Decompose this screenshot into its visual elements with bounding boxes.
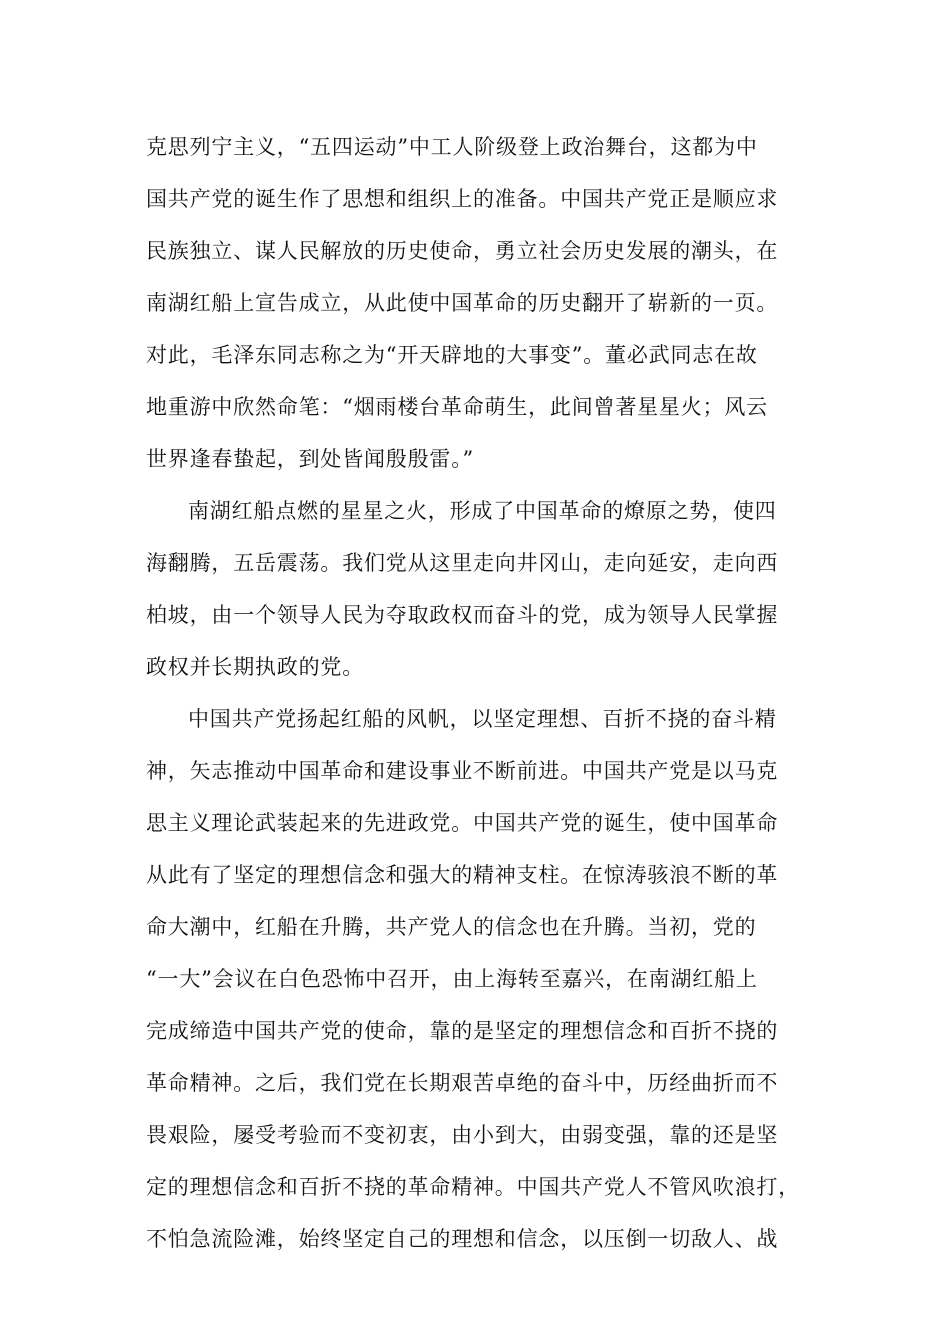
text-line: 南湖红船上宣告成立，从此使中国革命的历史翻开了崭新的一页。 xyxy=(146,291,779,315)
text-line: 神，矢志推动中国革命和建设事业不断前进。中国共产党是以马克 xyxy=(146,759,779,783)
text-line: 革命精神。之后，我们党在长期艰苦卓绝的奋斗中，历经曲折而不 xyxy=(146,1071,779,1095)
text-line: 柏坡，由一个领导人民为夺取政权而奋斗的党，成为领导人民掌握 xyxy=(146,603,779,627)
text-line: 思主义理论武装起来的先进政党。中国共产党的诞生，使中国革命 xyxy=(146,811,779,835)
text-line: 命大潮中，红船在升腾，共产党人的信念也在升腾。当初，党的 xyxy=(146,915,757,939)
text-line: 海翻腾，五岳震荡。我们党从这里走向井冈山，走向延安，走向西 xyxy=(146,551,779,575)
text-line: 克思列宁主义，“五四运动”中工人阶级登上政治舞台，这都为中 xyxy=(146,135,758,159)
body-text xyxy=(146,132,806,1276)
text-line: 定的理想信念和百折不挠的革命精神。中国共产党人不管风吹浪打， xyxy=(146,1175,800,1199)
paragraph-first-line: 中国共产党扬起红船的风帆，以坚定理想、百折不挠的奋斗精 xyxy=(188,707,777,731)
text-line: 畏艰险，屡受考验而不变初衷，由小到大，由弱变强，靠的还是坚 xyxy=(146,1123,779,1147)
text-line: 对此，毛泽东同志称之为“开天辟地的大事变”。董必武同志在故 xyxy=(146,343,758,367)
text-line: 完成缔造中国共产党的使命，靠的是坚定的理想信念和百折不挠的 xyxy=(146,1019,779,1043)
text-line: “一大”会议在白色恐怖中召开，由上海转至嘉兴，在南湖红船上 xyxy=(146,967,758,991)
text-line: 民族独立、谋人民解放的历史使命，勇立社会历史发展的潮头，在 xyxy=(146,239,779,263)
text-line: 世界逢春蛰起，到处皆闻殷殷雷。” xyxy=(146,447,475,471)
text-line: 国共产党的诞生作了思想和组织上的准备。中国共产党正是顺应求 xyxy=(146,187,779,211)
text-line: 地重游中欣然命笔：“烟雨楼台革命萌生，此间曾著星星火；风云 xyxy=(146,395,768,419)
text-line: 不怕急流险滩，始终坚定自己的理想和信念，以压倒一切敌人、战 xyxy=(146,1227,779,1251)
text-line: 政权并长期执政的党。 xyxy=(146,655,364,679)
paragraph-first-line: 南湖红船点燃的星星之火，形成了中国革命的燎原之势，使四 xyxy=(188,499,777,523)
text-line: 从此有了坚定的理想信念和强大的精神支柱。在惊涛骇浪不断的革 xyxy=(146,863,779,887)
